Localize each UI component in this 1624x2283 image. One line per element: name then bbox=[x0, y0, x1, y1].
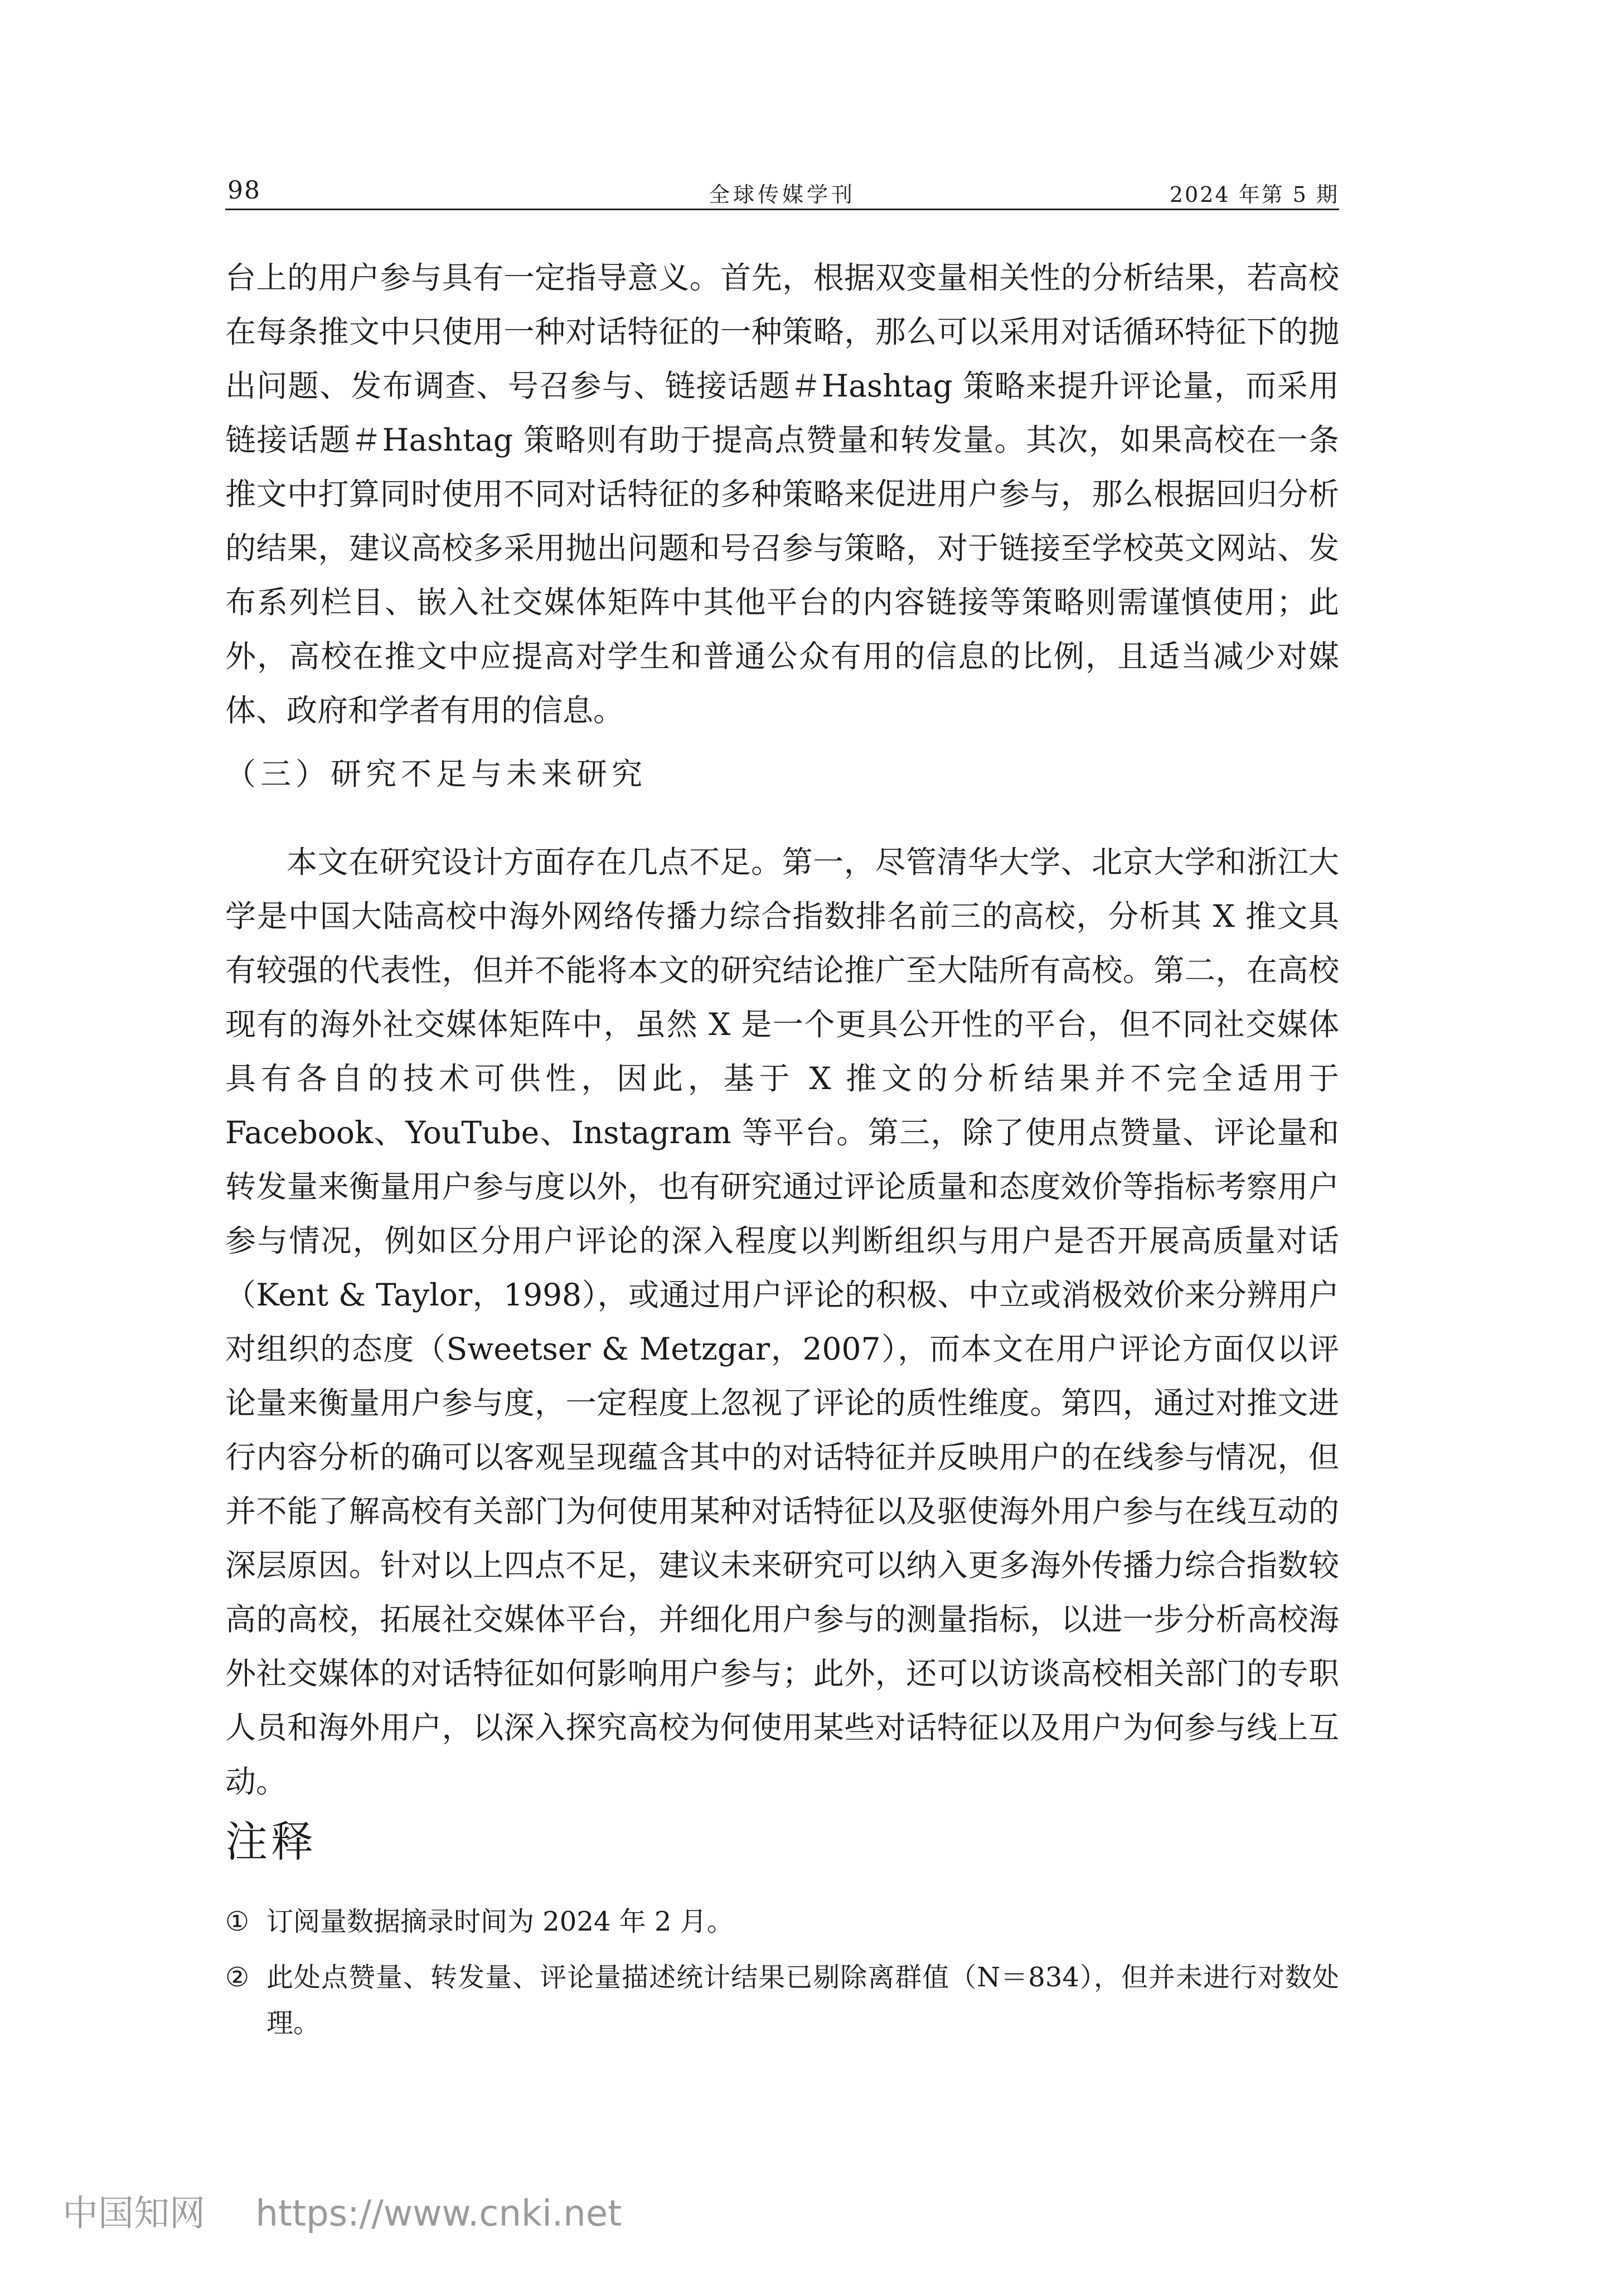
note-text: 此处点赞量、转发量、评论量描述统计结果已剔除离群值（N＝834），但并未进行对数处理。 bbox=[266, 1962, 1339, 2039]
note-item bbox=[225, 1899, 1339, 1945]
notes-title: 注释 bbox=[225, 1817, 317, 1866]
notes-list bbox=[225, 1899, 1339, 2056]
note-item bbox=[225, 1955, 1339, 2046]
note-marker: ② bbox=[225, 1962, 250, 1993]
running-header bbox=[225, 174, 1339, 210]
note-text: 订阅量数据摘录时间为 2024 年 2 月。 bbox=[266, 1906, 734, 1937]
watermark-url: https://www.cnki.net bbox=[255, 2193, 622, 2234]
section-heading: （三）研究不足与未来研究 bbox=[225, 756, 647, 792]
issue-label: 2024 年第 5 期 bbox=[1169, 182, 1339, 207]
cnki-watermark bbox=[62, 2185, 622, 2236]
paragraph-1: 台上的用户参与具有一定指导意义。首先，根据双变量相关性的分析结果，若高校在每条推文中只使用一种对话特征的一种策略，那么可以采用对话循环特征下的抛出问题、发布调查、号召参与、链接话题＃Hashtag 策略来提升评论量，而采用链接话题＃Hashtag 策略则有助于提高点赞量和转发量。其次，如果高校在一条推文中打算同时使用不同对话特征的多种策略来促进用户参与，那么根据回归分析的结果，建议高校多采用抛出问题和号召参与策略，对于链接至学校英文网站、发布系列栏目、嵌入社交媒体矩阵中其他平台的内容链接等策略则需谨慎使用；此外，高校在推文中应提高对学生和普通公众有用的信息的比例，且适当减少对媒体、政府和学者有用的信息。 bbox=[225, 260, 1339, 728]
page-number: 98 bbox=[227, 176, 261, 205]
note-marker: ① bbox=[225, 1906, 250, 1937]
journal-title: 全球传媒学刊 bbox=[708, 182, 856, 207]
watermark-brand: 中国知网 bbox=[62, 2193, 205, 2234]
paragraph-2: 本文在研究设计方面存在几点不足。第一，尽管清华大学、北京大学和浙江大学是中国大陆高校中海外网络传播力综合指数排名前三的高校，分析其 X 推文具有较强的代表性，但并不能将本文的研究结论推广至大陆所有高校。第二，在高校现有的海外社交媒体矩阵中，虽然 X 是一个更具公开性的平台，但不同社交媒体具有各自的技术可供性，因此，基于 X 推文的分析结果并不完全适用于 Facebook、YouTube、Instagram 等平台。第三，除了使用点赞量、评论量和转发量来衡量用户参与度以外，也有研究通过评论质量和态度效价等指标考察用户参与情况，例如区分用户评论的深入程度以判断组织与用户是否开展高质量对话（Kent & Taylor，1998），或通过用户评论的积极、中立或消极效价来分辨用户对组织的态度（Sweetser & Metzgar，2007），而本文在用户评论方面仅以评论量来衡量用户参与度，一定程度上忽视了评论的质性维度。第四，通过对推文进行内容分析的确可以客观呈现蕴含其中的对话特征并反映用户的在线参与情况，但并不能了解高校有关部门为何使用某种对话特征以及驱使海外用户参与在线互动的深层原因。针对以上四点不足，建议未来研究可以纳入更多海外传播力综合指数较高的高校，拓展社交媒体平台，并细化用户参与的测量指标，以进一步分析高校海外社交媒体的对话特征如何影响用户参与；此外，还可以访谈高校相关部门的专职人员和海外用户，以深入探究高校为何使用某些对话特征以及用户为何参与线上互动。 bbox=[225, 844, 1339, 1800]
